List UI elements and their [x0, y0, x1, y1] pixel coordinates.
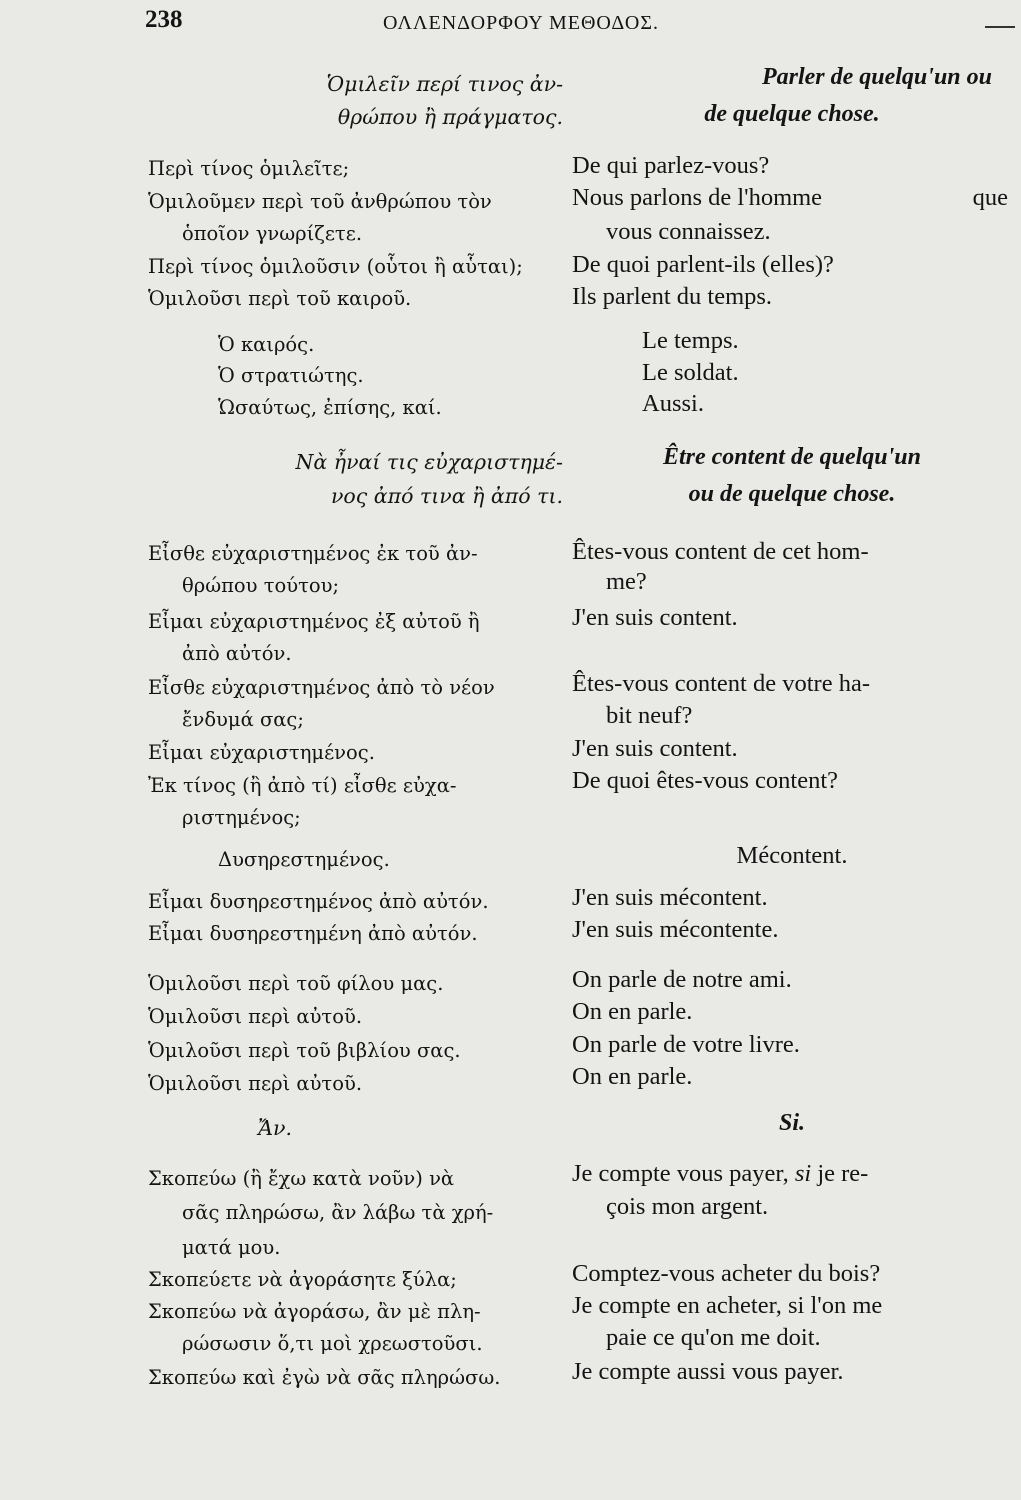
subheading-french: Mécontent.: [736, 842, 848, 869]
greek-line: Ὁμιλοῦσι περὶ αὐτοῦ.: [148, 1005, 363, 1028]
french-line: [572, 1160, 1017, 1188]
french-line: vous connaissez.: [606, 218, 771, 245]
greek-line: Ὁ στρατιώτης.: [218, 364, 364, 387]
french-line: bit neuf?: [606, 702, 693, 729]
greek-line: Ὁμιλοῦσι περὶ τοῦ βιβλίου σας.: [148, 1039, 461, 1062]
french-line: [572, 184, 1008, 212]
page-number: 238: [145, 6, 183, 33]
french-text: Nous parlons de l'homme: [572, 184, 823, 211]
french-line: On en parle.: [572, 1063, 693, 1090]
greek-line: Σκοπεύετε νὰ ἀγοράσητε ξύλα;: [148, 1268, 457, 1291]
french-line: Ils parlent du temps.: [572, 283, 773, 310]
french-line: Êtes-vous content de votre ha-: [572, 670, 870, 697]
greek-line: Εἶμαι δυσηρεστημένος ἀπὸ αὐτόν.: [148, 890, 489, 913]
french-line: Aussi.: [642, 390, 704, 417]
french-text: que: [972, 184, 1008, 211]
greek-line: Σκοπεύω νὰ ἀγοράσω, ἂν μὲ πλη-: [148, 1300, 481, 1323]
running-head: ΟΛΛΕΝΔΟΡΦΟΥ ΜΕΘΟΔΟΣ.: [383, 12, 659, 34]
subheading-greek: Δυσηρεστημένος.: [218, 848, 390, 871]
french-line: Le soldat.: [642, 359, 739, 386]
section-title-french: Si.: [778, 1110, 805, 1136]
edge-mark: [985, 26, 1015, 28]
greek-line: Εἶσθε εὐχαριστημένος ἀπὸ τὸ νέον: [148, 676, 495, 699]
greek-line: Σκοπεύω καὶ ἐγὼ νὰ σᾶς πληρώσω.: [148, 1366, 501, 1389]
french-line: J'en suis mécontente.: [572, 916, 779, 943]
greek-line: ριστημένος;: [182, 806, 301, 829]
french-line: çois mon argent.: [606, 1193, 769, 1220]
french-line: Le temps.: [642, 327, 739, 354]
french-text-italic: si: [794, 1160, 812, 1187]
greek-line: Εἶμαι δυσηρεστημένη ἀπὸ αὐτόν.: [148, 922, 478, 945]
greek-line: Ὁμιλοῦσι περὶ τοῦ φίλου μας.: [148, 972, 444, 995]
greek-line: Εἶσθε εὐχαριστημένος ἐκ τοῦ ἀν-: [148, 542, 478, 565]
greek-line: Σκοπεύω (ἢ ἔχω κατὰ νοῦν) νὰ: [148, 1167, 455, 1190]
greek-line: Ὁμιλοῦσι περὶ αὐτοῦ.: [148, 1072, 363, 1095]
greek-line: ἔνδυμά σας;: [182, 708, 304, 731]
french-line: me?: [606, 568, 647, 595]
french-text: Je compte vous payer,: [572, 1160, 789, 1187]
greek-line: Περὶ τίνος ὁμιλεῖτε;: [148, 157, 350, 180]
section-title-french: de quelque chose.: [704, 101, 880, 127]
greek-line: σᾶς πληρώσω, ἂν λάβω τὰ χρή-: [182, 1201, 494, 1224]
french-line: De quoi êtes-vous content?: [572, 767, 839, 794]
french-line: On en parle.: [572, 998, 693, 1025]
greek-line: ὁποῖον γνωρίζετε.: [182, 222, 363, 245]
greek-line: Εἶμαι εὐχαριστημένος.: [148, 741, 375, 764]
greek-line: Ἐκ τίνος (ἢ ἀπὸ τί) εἶσθε εὐχα-: [148, 774, 457, 797]
greek-line: ματά μου.: [182, 1236, 281, 1259]
greek-line: Εἶμαι εὐχαριστημένος ἐξ αὐτοῦ ἢ: [148, 610, 480, 633]
french-line: Je compte en acheter, si l'on me: [572, 1292, 883, 1319]
section-title-greek: νος ἀπό τινα ἢ ἀπό τι.: [330, 484, 563, 508]
greek-line: ἀπὸ αὐτόν.: [182, 642, 292, 665]
section-title-french: ou de quelque chose.: [688, 481, 896, 507]
french-line: J'en suis mécontent.: [572, 884, 768, 911]
french-line: Comptez-vous acheter du bois?: [572, 1260, 881, 1287]
french-line: J'en suis content.: [572, 735, 738, 762]
french-line: On parle de notre ami.: [572, 966, 792, 993]
greek-line: θρώπου τούτου;: [182, 574, 340, 597]
french-line: paie ce qu'on me doit.: [606, 1324, 821, 1351]
french-line: J'en suis content.: [572, 604, 738, 631]
greek-line: Ὁμιλοῦσι περὶ τοῦ καιροῦ.: [148, 287, 412, 310]
french-line: Êtes-vous content de cet hom-: [572, 538, 869, 565]
greek-line: Ὁ καιρός.: [218, 333, 315, 356]
french-line: On parle de votre livre.: [572, 1031, 800, 1058]
french-line: De quoi parlent-ils (elles)?: [572, 251, 834, 278]
greek-line: Ὁμιλοῦμεν περὶ τοῦ ἀνθρώπου τὸν: [148, 190, 492, 213]
french-line: De qui parlez-vous?: [572, 152, 770, 179]
section-title-greek: Ἄν.: [258, 1116, 293, 1140]
section-title-greek: Νὰ ἦναί τις εὐχαριστημέ-: [295, 450, 563, 474]
greek-line: Ὡσαύτως, ἐπίσης, καί.: [218, 396, 442, 419]
greek-line: Περὶ τίνος ὁμιλοῦσιν (οὗτοι ἢ αὗται);: [148, 255, 523, 278]
section-title-greek: θρώπου ἢ πράγματος.: [337, 105, 563, 129]
section-title-french: Être content de quelqu'un: [662, 444, 922, 470]
french-text: je re-: [817, 1160, 869, 1187]
section-title-greek: Ὁμιλεῖν περί τινος ἀν-: [326, 72, 563, 96]
french-line: Je compte aussi vous payer.: [572, 1358, 844, 1385]
section-title-french: Parler de quelqu'un ou: [761, 64, 992, 90]
greek-line: ρώσωσιν ὅ,τι μοὶ χρεωστοῦσι.: [182, 1332, 483, 1355]
page-header: [0, 6, 1021, 40]
